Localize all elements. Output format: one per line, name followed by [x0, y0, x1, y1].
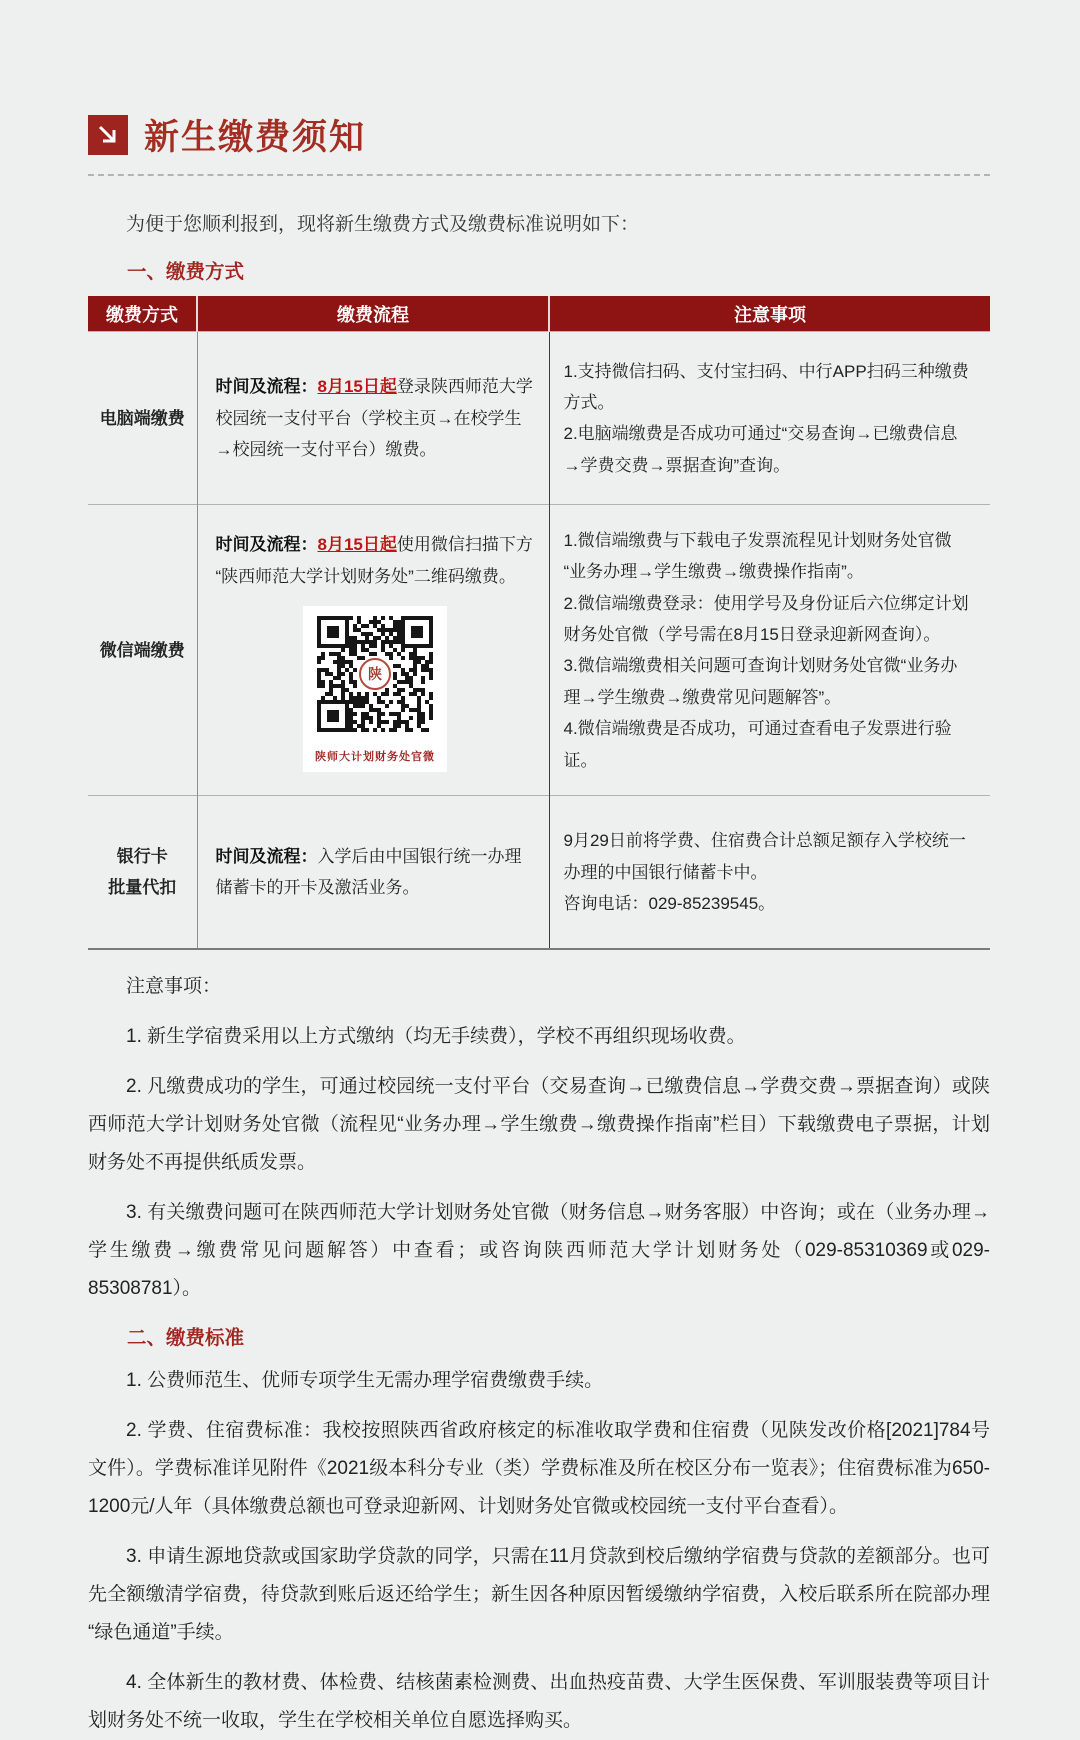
dashed-separator: [88, 174, 990, 176]
standard-item-4: 4. 全体新生的教材费、体检费、结核菌素检测费、出血热疫苗费、大学生医保费、军训服装费等项目计划财务处不统一收取，学生在学校相关单位自愿选择购买。: [88, 1672, 990, 1732]
section1-heading: 一、缴费方式: [127, 261, 245, 284]
payment-methods-table: [88, 296, 990, 950]
note-line: 4.微信端缴费是否成功，可通过查看电子发票进行验证。: [563, 719, 952, 770]
note-line: 1.微信端缴费与下载电子发票流程见计划财务处官微“业务办理→学生缴费→缴费操作指南”。: [563, 530, 952, 582]
note-line: 咨询电话：029-85239545。: [563, 894, 776, 914]
method-name: [88, 796, 197, 950]
process-text: 使用微信扫描下方“陕西师范大学计划财务处”二维码缴费。: [215, 535, 533, 586]
note-line: 3.微信端缴费相关问题可查询计划财务处官微“业务办理→学生缴费→缴费常见问题解答”。: [563, 656, 958, 707]
notes-cell: [549, 332, 990, 505]
note-line: 2.电脑端缴费是否成功可通过“交易查询→已缴费信息→学费交费→票据查询”查询。: [563, 424, 958, 475]
notes-heading: 注意事项：: [126, 976, 222, 998]
note-line: 1.支持微信扫码、支付宝扫码、中行APP扫码三种缴费方式。: [563, 361, 969, 412]
wechat-qr-code: [311, 614, 439, 744]
process-start-date: 8月15日起: [317, 377, 397, 397]
note-item-3: 3. 有关缴费问题可在陕西师范大学计划财务处官微（财务信息→财务客服）中咨询；或在（业务办理→学生缴费→缴费常见问题解答）中查看；或咨询陕西师范大学计划财务处（029-85310369或029-85308781）。: [88, 1202, 990, 1300]
svg-text:陕: 陕: [368, 665, 382, 682]
note-line: 2.微信端缴费登录：使用学号及身份证后六位绑定计划财务处官微（学号需在8月15日登录迎新网查询）。: [563, 593, 969, 644]
process-label: 时间及流程：: [215, 377, 318, 397]
header-notes: 注意事项: [549, 296, 990, 332]
process-cell: [197, 505, 549, 796]
note-item-2: 2. 凡缴费成功的学生，可通过校园统一支付平台（交易查询→已缴费信息→学费交费→票据查询）或陕西师范大学计划财务处官微（流程见“业务办理→学生缴费→缴费操作指南”栏目）下载缴费电子票据，计划财务处不再提供纸质发票。: [88, 1076, 990, 1174]
section2-heading: 二、缴费标准: [127, 1327, 245, 1350]
intro-paragraph: 为便于您顺利报到，现将新生缴费方式及缴费标准说明如下：: [126, 214, 640, 235]
standard-item-1: 1. 公费师范生、优师专项学生无需办理学宿费缴费手续。: [126, 1370, 604, 1392]
process-label: 时间及流程：: [215, 535, 318, 555]
table-row-bank-debit: [88, 796, 990, 950]
method-name-line1: 银行卡: [116, 846, 168, 866]
arrow-down-right-icon: [88, 115, 128, 155]
wechat-qr-block: [303, 606, 447, 772]
process-text: 登录陕西师范大学校园统一支付平台（学校主页→在校学生→校园统一支付平台）缴费。: [215, 377, 533, 460]
standard-item-2: 2. 学费、住宿费标准：我校按照陕西省政府核定的标准收取学费和住宿费（见陕发改价格[2021]784号文件）。学费标准详见附件《2021级本科分专业（类）学费标准及所在校区分布一览表》；住宿费标准为650-1200元/人年（具体缴费总额也可登录迎新网、计划财务处官微或校园统一支付平台查看）。: [88, 1420, 990, 1518]
method-name-line2: 批量代扣: [108, 878, 177, 898]
table-row-pc-payment: [88, 332, 990, 505]
page-title: 新生缴费须知: [144, 117, 367, 158]
method-name: 电脑端缴费: [88, 332, 197, 505]
process-text: 入学后由中国银行统一办理储蓄卡的开卡及激活业务。: [215, 846, 522, 898]
table-header-row: [88, 296, 990, 332]
title-row: [88, 110, 990, 160]
standard-item-3: 3. 申请生源地贷款或国家助学贷款的同学，只需在11月贷款到校后缴纳学宿费与贷款的差额部分。也可先全额缴清学宿费，待贷款到账后返还给学生；新生因各种原因暂缓缴纳学宿费，入校后联系所在院部办理“绿色通道”手续。: [88, 1546, 990, 1644]
method-name: 微信端缴费: [88, 505, 197, 796]
note-item-1: 1. 新生学宿费采用以上方式缴纳（均无手续费），学校不再组织现场收费。: [126, 1026, 746, 1048]
table-row-wechat-payment: [88, 505, 990, 796]
process-start-date: 8月15日起: [317, 535, 397, 555]
notes-cell: [549, 505, 990, 796]
header-process: 缴费流程: [197, 296, 549, 332]
note-line: 9月29日前将学费、住宿费合计总额足额存入学校统一办理的中国银行储蓄卡中。: [563, 831, 966, 882]
process-label: 时间及流程：: [215, 846, 318, 866]
process-cell: [197, 332, 549, 505]
header-method: 缴费方式: [88, 296, 197, 332]
process-cell: [197, 796, 549, 950]
notes-cell: [549, 796, 990, 950]
qr-caption: 陕师大计划财务处官微: [315, 750, 435, 764]
